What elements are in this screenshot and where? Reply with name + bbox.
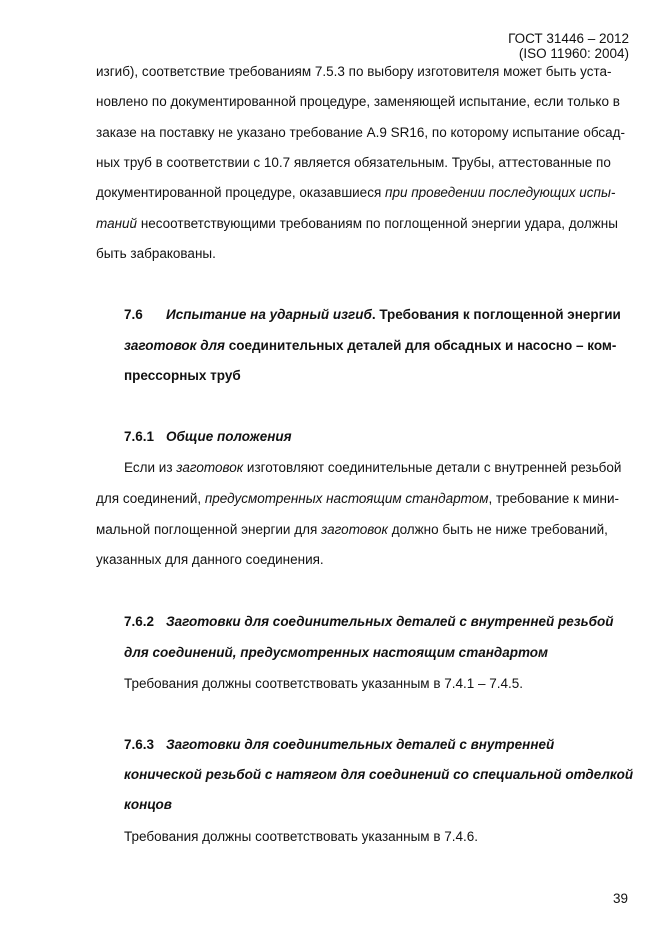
intro-line-2: новлено по документированной процедуре, заменяющей испытание, если только в — [96, 94, 620, 109]
text-span: мальной поглощенной энергии для — [96, 522, 322, 537]
section-number: 7.6 — [124, 307, 143, 322]
section-7-6-2-body: Требования должны соответствовать указанным в 7.4.1 – 7.4.5. — [124, 676, 524, 691]
section-title-italic: заготовок для — [124, 338, 225, 353]
intro-line-7: быть забракованы. — [96, 246, 216, 261]
italic-span: предусмотренных настоящим стандартом — [204, 491, 489, 506]
standard-number: ГОСТ 31446 – 2012 — [508, 31, 629, 46]
section-7-6-3-heading-line-2: конической резьбой с натягом для соединений со специальной отделкой — [124, 767, 634, 782]
section-number: 7.6.2 — [124, 614, 155, 629]
italic-span: заготовок — [176, 460, 244, 475]
section-7-6-1-line-2 — [96, 491, 619, 507]
text-span: должно быть не ниже требований, — [387, 522, 608, 537]
section-7-6-2-heading — [124, 614, 614, 630]
section-title-rest: соединительных деталей для обсадных и насосно – ком- — [224, 338, 617, 353]
text-span: изготовляют соединительные детали с внутренней резьбой — [243, 460, 622, 475]
section-7-6-3-heading — [124, 737, 554, 753]
section-7-6-3-heading-line-3: концов — [124, 797, 172, 812]
intro-line-4: ных труб в соответствии с 10.7 является обязательным. Трубы, аттестованные по — [96, 155, 611, 170]
section-7-6-heading-line-3: прессорных труб — [124, 368, 241, 383]
section-title: Заготовки для соединительных деталей с внутренней — [166, 737, 555, 752]
section-7-6-3-body: Требования должны соответствовать указанным в 7.4.6. — [124, 829, 479, 844]
section-7-6-heading-line-2 — [124, 338, 616, 354]
section-number: 7.6.1 — [124, 429, 155, 444]
text-span: Если из — [124, 460, 177, 475]
section-title: Общие положения — [166, 429, 292, 444]
document-header — [508, 31, 629, 61]
intro-line-3: заказе на поставку не указано требование А.9 SR16, по которому испытание обсад- — [96, 125, 626, 140]
text-span: для соединений, — [96, 491, 205, 506]
text-span: , требование к мини- — [488, 491, 619, 506]
section-7-6-1-line-3 — [96, 522, 608, 538]
intro-line-5-italic: при проведении последующих испы- — [385, 185, 616, 200]
section-7-6-heading — [124, 307, 621, 323]
intro-line-1: изгиб), соответствие требованиям 7.5.3 по выбору изготовителя может быть уста- — [96, 64, 612, 79]
intro-line-6-italic: таний — [96, 216, 138, 231]
italic-span: заготовок — [321, 522, 388, 537]
section-7-6-1-heading — [124, 429, 292, 445]
section-title-italic: Испытание на ударный изгиб — [166, 307, 372, 322]
section-7-6-1-line-1 — [124, 460, 621, 476]
section-title-rest: . Требования к поглощенной энергии — [371, 307, 621, 322]
section-7-6-2-heading-line-2: для соединений, предусмотренных настоящим стандартом — [124, 645, 549, 660]
intro-line-5-text: документированной процедуре, оказавшиеся — [96, 185, 386, 200]
intro-line-5 — [96, 185, 615, 201]
section-number: 7.6.3 — [124, 737, 155, 752]
page-number: 39 — [613, 891, 629, 906]
iso-reference: (ISO 11960: 2004) — [518, 46, 629, 61]
section-7-6-1-line-4: указанных для данного соединения. — [96, 552, 324, 567]
section-title: Заготовки для соединительных деталей с внутренней резьбой — [166, 614, 614, 629]
intro-line-6-text: несоответствующими требованиям по поглощенной энергии удара, должны — [137, 216, 618, 231]
intro-line-6 — [96, 216, 618, 232]
